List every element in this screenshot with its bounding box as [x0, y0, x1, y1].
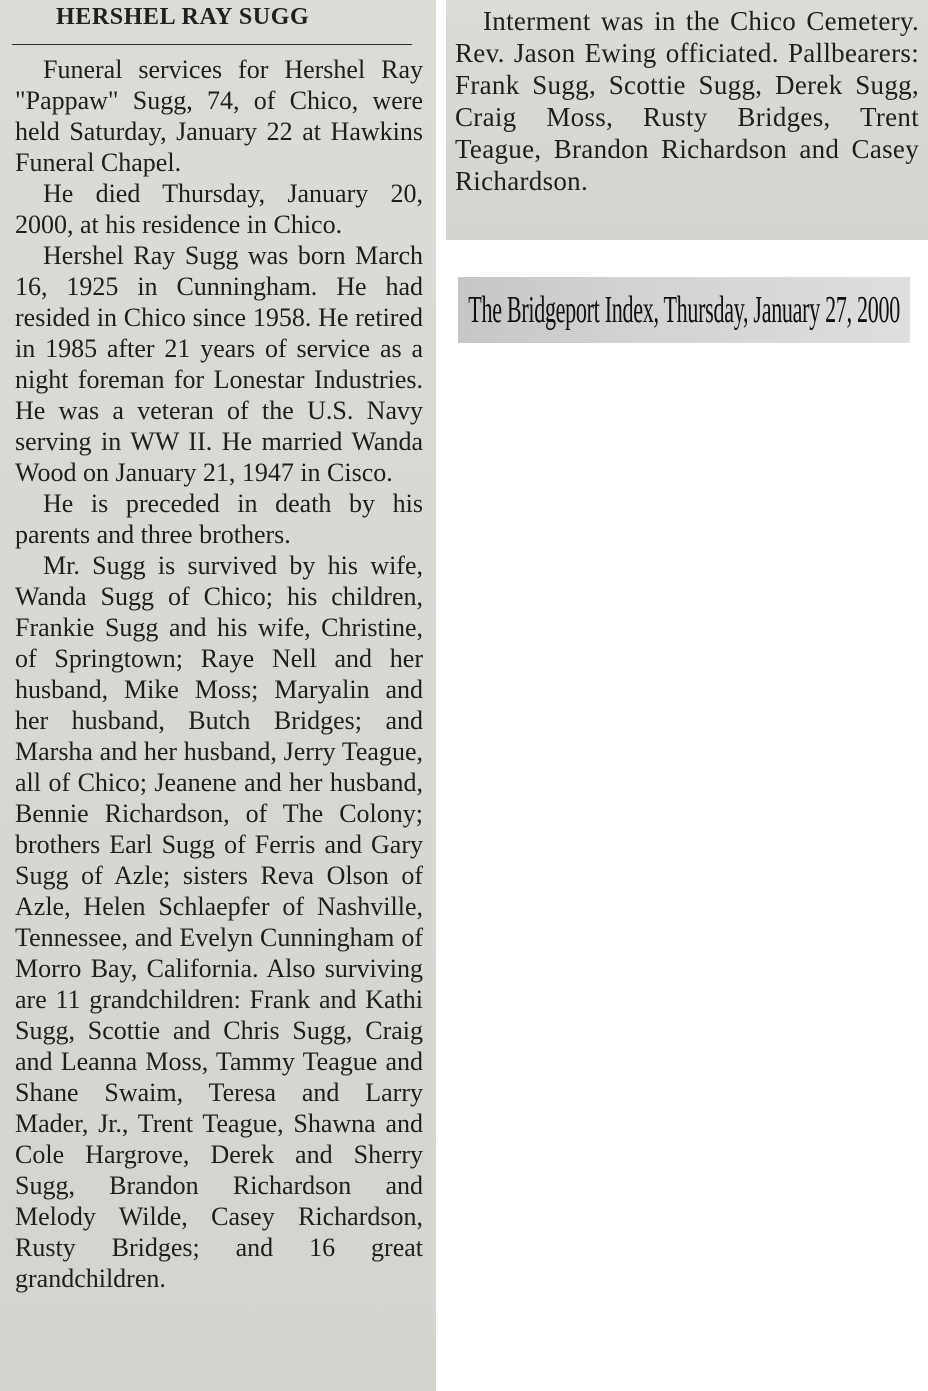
right-column-clipping: [446, 0, 928, 240]
paragraph-biography: Hershel Ray Sugg was born March 16, 1925 in Cunningham. He had resided in Chico since 1958. He retired in 1985 after 21 years of service as a night foreman for Lonestar Industries. He was a veteran of the U.S. Navy serving in WW II. He married Wanda Wood on January 21, 1947 in Cisco.: [15, 241, 423, 487]
newspaper-masthead-clipping: [458, 277, 910, 343]
masthead-dateline: The Bridgeport Index, Thursday, January 27, 2000: [468, 289, 900, 331]
obituary-headline: HERSHEL RAY SUGG: [56, 4, 310, 30]
left-column-body: [15, 54, 423, 1294]
paragraph-interment: Interment was in the Chico Cemetery. Rev. Jason Ewing officiated. Pallbearers: Frank Sugg, Scottie Sugg, Derek Sugg, Craig Moss, Rusty Bridges, Trent Teague, Brandon Richardson and Casey Richardson.: [455, 6, 919, 196]
right-column-body: [455, 5, 919, 197]
paragraph-preceded-in-death: He is preceded in death by his parents and three brothers.: [15, 489, 423, 549]
paragraph-funeral-services: Funeral services for Hershel Ray "Pappaw" Sugg, 74, of Chico, were held Saturday, January 22 at Hawkins Funeral Chapel.: [15, 55, 423, 177]
headline-rule: [12, 44, 412, 45]
left-column-clipping: [0, 0, 436, 1391]
paragraph-date-of-death: He died Thursday, January 20, 2000, at his residence in Chico.: [15, 179, 423, 239]
paragraph-survivors: Mr. Sugg is survived by his wife, Wanda Sugg of Chico; his children, Frankie Sugg and his wife, Christine, of Springtown; Raye Nell and her husband, Mike Moss; Maryalin and her husband, Butch Bridges; and Marsha and her husband, Jerry Teague, all of Chico; Jeanene and her husband, Bennie Richardson, of The Colony; brothers Earl Sugg of Ferris and Gary Sugg of Azle; sisters Reva Olson of Azle, Helen Schlaepfer of Nashville, Tennessee, and Evelyn Cunningham of Morro Bay, California. Also surviving are 11 grandchildren: Frank and Kathi Sugg, Scottie and Chris Sugg, Craig and Leanna Moss, Tammy Teague and Shane Swaim, Teresa and Larry Mader, Jr., Trent Teague, Shawna and Cole Hargrove, Derek and Sherry Sugg, Brandon Richardson and Melody Wilde, Casey Richardson, Rusty Bridges; and 16 great grandchildren.: [15, 551, 423, 1293]
